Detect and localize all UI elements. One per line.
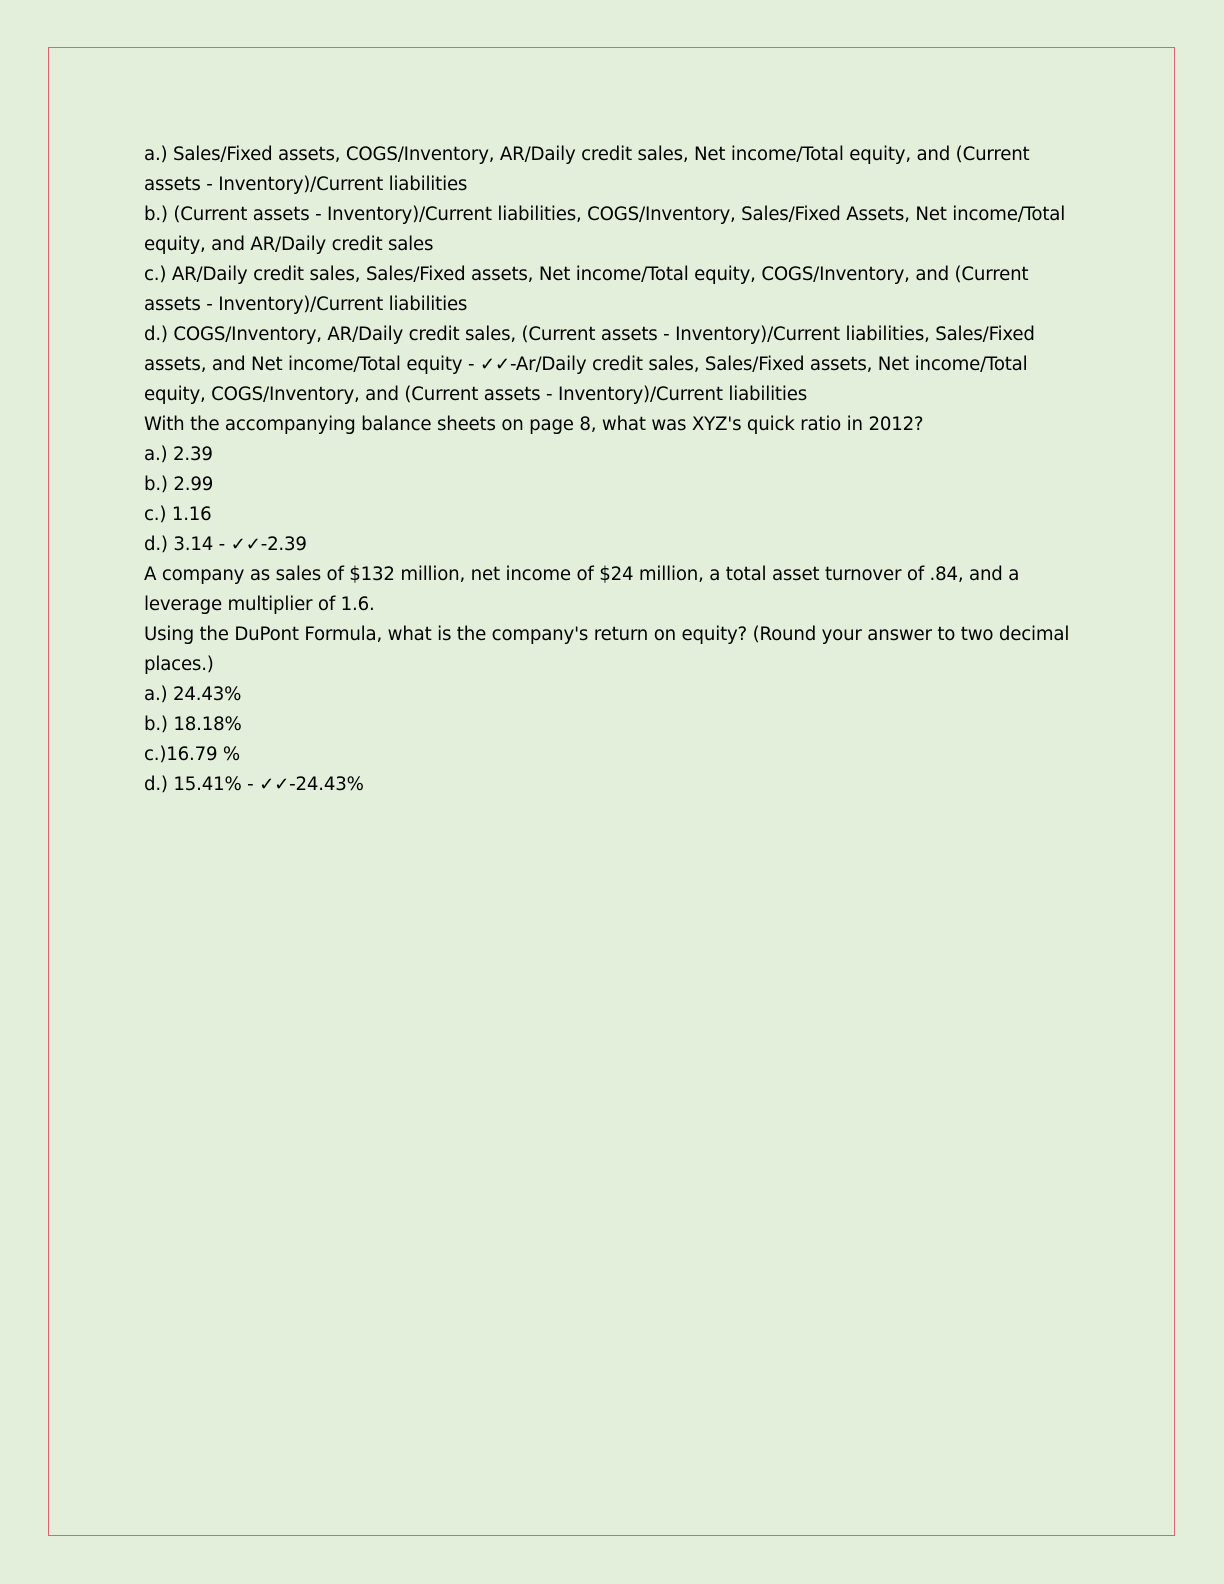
q1-option-a: a.) Sales/Fixed assets, COGS/Inventory, AR/Daily credit sales, Net income/Total equity, and (Current assets - Inventory)/Current liabilities bbox=[144, 144, 1030, 195]
q2-question: With the accompanying balance sheets on page 8, what was XYZ's quick ratio in 2012? bbox=[144, 414, 924, 435]
q1-option-b: b.) (Current assets - Inventory)/Current liabilities, COGS/Inventory, Sales/Fixed Assets, Net income/Total equity, and AR/Daily credit sales bbox=[144, 204, 1066, 255]
q2-option-b: b.) 2.99 bbox=[144, 474, 214, 495]
q3-option-d: d.) 15.41% - ✓✓-24.43% bbox=[144, 774, 364, 795]
q2-option-a: a.) 2.39 bbox=[144, 444, 213, 465]
q2-option-c: c.) 1.16 bbox=[144, 504, 212, 525]
q3-option-c: c.)16.79 % bbox=[144, 744, 241, 765]
q2-option-d: d.) 3.14 - ✓✓-2.39 bbox=[144, 534, 307, 555]
q3-stem: A company as sales of $132 million, net income of $24 million, a total asset turnover of .84, and a leverage multiplier of 1.6. bbox=[144, 564, 1020, 615]
q1-option-c: c.) AR/Daily credit sales, Sales/Fixed assets, Net income/Total equity, COGS/Inventory, and (Current assets - Inventory)/Current liabilities bbox=[144, 264, 1029, 315]
document-content bbox=[144, 140, 1084, 800]
q3-option-b: b.) 18.18% bbox=[144, 714, 242, 735]
q3-option-a: a.) 24.43% bbox=[144, 684, 242, 705]
q3-question: Using the DuPont Formula, what is the company's return on equity? (Round your answer to two decimal places.) bbox=[144, 624, 1070, 675]
q1-option-d: d.) COGS/Inventory, AR/Daily credit sales, (Current assets - Inventory)/Current liabilities, Sales/Fixed assets, and Net income/Total equity - ✓✓-Ar/Daily credit sales, Sales/Fixed assets, Net income/Total equity, COGS/Inventory, and (Current assets - Inventory)/Current liabilities bbox=[144, 324, 1035, 405]
